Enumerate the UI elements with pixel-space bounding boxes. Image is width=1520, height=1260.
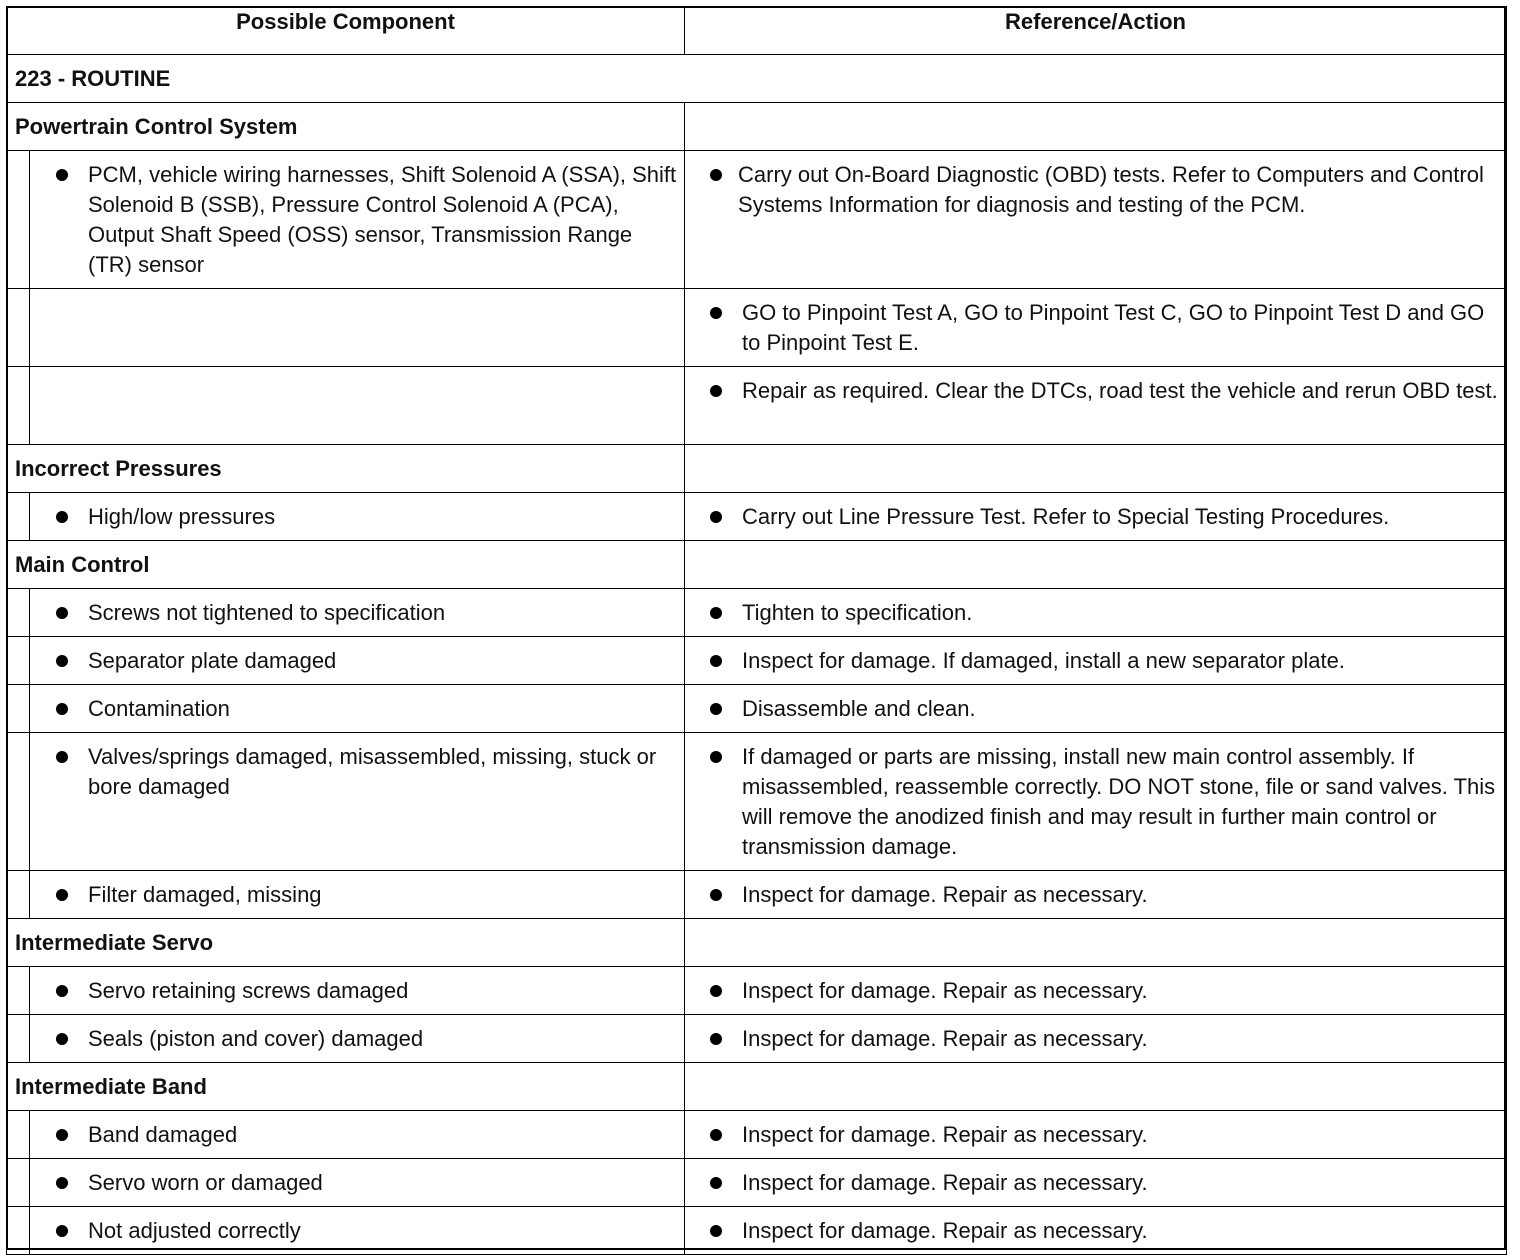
table-outer-border: [6, 6, 1506, 1250]
action-text: Inspect for damage. Repair as necessary.: [742, 1218, 1148, 1243]
action-text: Inspect for damage. Repair as necessary.: [742, 1170, 1148, 1195]
component-text: Screws not tightened to specification: [88, 600, 446, 625]
action-text: Carry out Line Pressure Test. Refer to Special Testing Procedures.: [742, 504, 1390, 529]
action-text: Carry out On-Board Diagnostic (OBD) tests. Refer to Computers and Control Systems Information for diagnosis and testing of the PCM.: [738, 162, 1484, 217]
component-text: Band damaged: [88, 1122, 238, 1147]
action-text: GO to Pinpoint Test A, GO to Pinpoint Test C, GO to Pinpoint Test D and GO to Pinpoint Test E.: [742, 300, 1485, 355]
header-possible-component: Possible Component: [7, 7, 685, 55]
section-title: Main Control: [7, 541, 685, 589]
component-text: Separator plate damaged: [88, 648, 337, 673]
component-text: Servo worn or damaged: [88, 1170, 323, 1195]
action-text: Tighten to specification.: [742, 600, 973, 625]
section-title: Powertrain Control System: [7, 103, 685, 151]
component-text: Not adjusted correctly: [88, 1218, 301, 1243]
component-text: Filter damaged, missing: [88, 882, 322, 907]
section-title: Intermediate Servo: [7, 919, 685, 967]
component-text: Valves/springs damaged, misassembled, missing, stuck or bore damaged: [88, 744, 657, 799]
action-text: Inspect for damage. Repair as necessary.: [742, 882, 1148, 907]
action-text: Inspect for damage. Repair as necessary.: [742, 1122, 1148, 1147]
component-text: PCM, vehicle wiring harnesses, Shift Solenoid A (SSA), Shift Solenoid B (SSB), Pressure Control Solenoid A (PCA), Output Shaft Speed (OSS) sensor, Transmission Range (TR) sensor: [88, 162, 677, 277]
component-text: Servo retaining screws damaged: [88, 978, 409, 1003]
section-title: Incorrect Pressures: [7, 445, 685, 493]
section-title: Intermediate Band: [7, 1063, 685, 1111]
action-text: Inspect for damage. Repair as necessary.: [742, 978, 1148, 1003]
action-text: Disassemble and clean.: [742, 696, 976, 721]
component-text: Seals (piston and cover) damaged: [88, 1026, 424, 1051]
action-text: Inspect for damage. If damaged, install a new separator plate.: [742, 648, 1345, 673]
action-text: If damaged or parts are missing, install new main control assembly. If misassembled, reassemble correctly. DO NOT stone, file or sand valves. This will remove the anodized finish and may result in further main control or transmission damage.: [742, 744, 1496, 859]
header-reference-action: Reference/Action: [685, 7, 1507, 55]
component-text: Contamination: [88, 696, 230, 721]
action-text: Inspect for damage. Repair as necessary.: [742, 1026, 1148, 1051]
action-text: Repair as required. Clear the DTCs, road test the vehicle and rerun OBD test.: [742, 378, 1498, 403]
component-text: High/low pressures: [88, 504, 276, 529]
routine-title: 223 - ROUTINE: [7, 55, 1507, 103]
